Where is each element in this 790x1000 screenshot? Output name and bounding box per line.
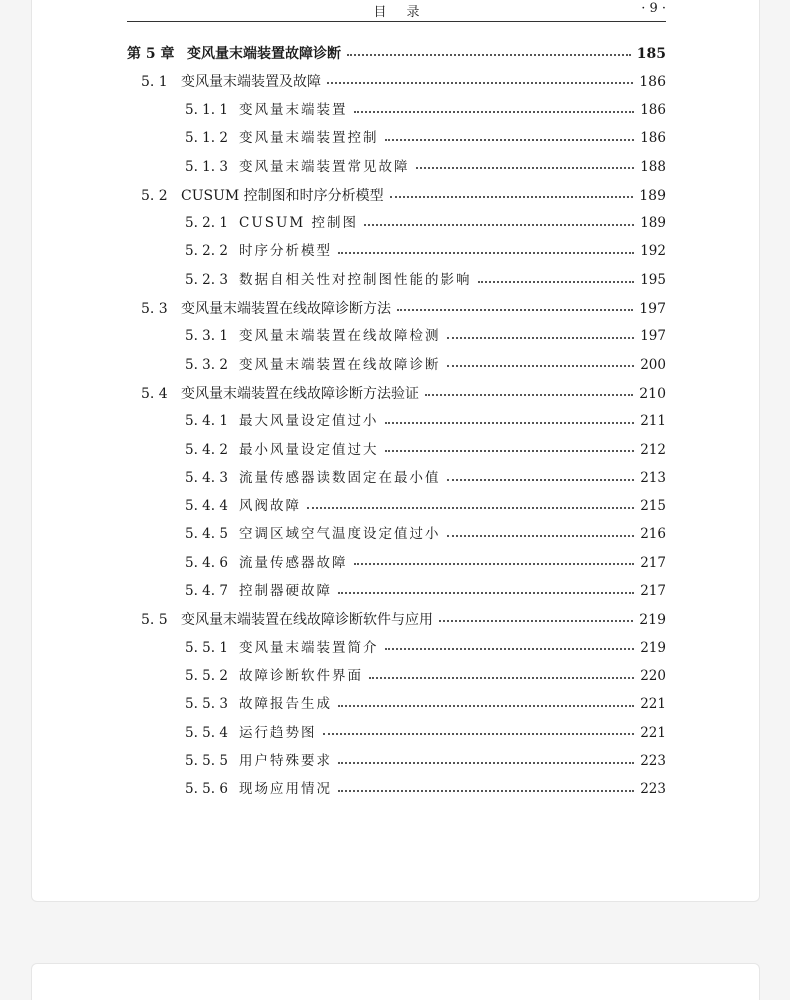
toc-entry-number: 5. 4. 4 (185, 498, 228, 515)
toc-entry-title: 变风量末端装置常见故障 (239, 158, 410, 175)
toc-entry-number: 5. 4. 2 (185, 441, 228, 458)
toc-dot-leader (425, 394, 633, 396)
toc-dot-leader (354, 563, 635, 565)
toc-entry-number: 5. 4. 1 (185, 413, 228, 430)
toc-dot-leader (390, 196, 634, 198)
toc-dot-leader (327, 82, 633, 84)
toc-subsection-entry[interactable] (127, 464, 666, 492)
toc-entry-page: 215 (640, 498, 666, 515)
toc-dot-leader (447, 365, 635, 367)
toc-subsection-entry[interactable] (127, 408, 666, 436)
toc-subsection-entry[interactable] (127, 578, 666, 606)
toc-entry-title: CUSUM 控制图和时序分析模型 (181, 187, 384, 204)
toc-dot-leader (385, 648, 635, 650)
toc-subsection-entry[interactable] (127, 323, 666, 351)
toc-entry-page: 186 (640, 101, 666, 118)
toc-dot-leader (338, 705, 634, 707)
toc-entry-title: 故障诊断软件界面 (239, 667, 363, 684)
toc-entry-title: 时序分析模型 (239, 243, 332, 260)
toc-entry-number: 5. 5. 3 (185, 696, 228, 713)
toc-dot-leader (323, 733, 635, 735)
toc-entry-title: 控制器硬故障 (239, 583, 332, 600)
toc-entry-number: 5. 1. 2 (185, 130, 228, 147)
header-page-number: · 9 · (641, 1, 666, 16)
toc-entry-page: 220 (640, 667, 666, 684)
toc-entry-title: 变风量末端装置在线故障诊断方法 (181, 300, 391, 317)
toc-entry-number: 5. 5 (141, 612, 168, 629)
toc-entry-page: 210 (639, 385, 666, 402)
toc-entry-page: 186 (639, 74, 666, 91)
toc-entry-page: 223 (640, 752, 666, 769)
toc-entry-page: 195 (640, 271, 666, 288)
document-page (31, 0, 760, 902)
toc-entry-page: 223 (640, 781, 666, 798)
toc-entry-title: 最小风量设定值过大 (239, 441, 379, 458)
toc-dot-leader (447, 479, 635, 481)
toc-entry-title: 变风量末端装置故障诊断 (187, 46, 341, 63)
toc-dot-leader (369, 677, 634, 679)
toc-entry-number: 5. 5. 6 (185, 781, 228, 798)
toc-entry-title: 数据自相关性对控制图性能的影响 (239, 271, 472, 288)
toc-subsection-entry[interactable] (127, 97, 666, 125)
toc-subsection-entry[interactable] (127, 719, 666, 747)
toc-section-entry[interactable] (127, 68, 666, 96)
toc-entry-number: 5. 5. 4 (185, 724, 228, 741)
toc-entry-page: 200 (640, 356, 666, 373)
toc-entry-page: 221 (640, 724, 666, 741)
toc-section-entry[interactable] (127, 295, 666, 323)
toc-subsection-entry[interactable] (127, 238, 666, 266)
toc-entry-title: 变风量末端装置在线故障诊断方法验证 (181, 385, 419, 402)
toc-entry-title: 最大风量设定值过小 (239, 413, 379, 430)
toc-entry-page: 186 (640, 130, 666, 147)
toc-subsection-entry[interactable] (127, 266, 666, 294)
toc-dot-leader (385, 422, 635, 424)
toc-entry-title: 变风量末端装置及故障 (181, 74, 321, 91)
toc-entry-number: 5. 4. 5 (185, 526, 228, 543)
toc-dot-leader (385, 450, 635, 452)
toc-entry-title: 变风量末端装置简介 (239, 639, 379, 656)
toc-subsection-entry[interactable] (127, 663, 666, 691)
toc-subsection-entry[interactable] (127, 153, 666, 181)
toc-subsection-entry[interactable] (127, 776, 666, 804)
toc-entry-page: 213 (640, 469, 666, 486)
toc-dot-leader (338, 252, 634, 254)
toc-entry-number: 5. 3. 1 (185, 328, 228, 345)
toc-entry-title: 空调区域空气温度设定值过小 (239, 526, 441, 543)
toc-entry-title: 变风量末端装置在线故障诊断软件与应用 (181, 612, 433, 629)
toc-dot-leader (385, 139, 635, 141)
toc-entry-title: 故障报告生成 (239, 696, 332, 713)
toc-entry-page: 211 (640, 413, 666, 430)
header-title: 目录 (373, 5, 440, 20)
toc-subsection-entry[interactable] (127, 521, 666, 549)
toc-entry-page: 212 (640, 441, 666, 458)
toc-entry-title: 风阀故障 (239, 498, 301, 515)
toc-entry-number: 5. 4. 7 (185, 583, 228, 600)
toc-entry-number: 5. 5. 2 (185, 667, 228, 684)
toc-subsection-entry[interactable] (127, 549, 666, 577)
toc-entry-number: 5. 5. 5 (185, 752, 228, 769)
toc-dot-leader (478, 281, 635, 283)
toc-entry-page: 217 (640, 583, 666, 600)
toc-entry-number: 5. 4. 6 (185, 554, 228, 571)
toc-entry-page: 189 (639, 187, 666, 204)
toc-subsection-entry[interactable] (127, 691, 666, 719)
toc-dot-leader (307, 507, 634, 509)
toc-entry-page: 217 (640, 554, 666, 571)
toc-entry-number: 5. 4. 3 (185, 469, 228, 486)
toc-dot-leader (338, 790, 634, 792)
toc-entry-number: 5. 5. 1 (185, 639, 228, 656)
toc-section-entry[interactable] (127, 380, 666, 408)
toc-subsection-entry[interactable] (127, 351, 666, 379)
toc-dot-leader (447, 337, 635, 339)
toc-entry-number: 5. 2. 2 (185, 243, 228, 260)
toc-entry-title: 变风量末端装置控制 (239, 130, 379, 147)
toc-subsection-entry[interactable] (127, 125, 666, 153)
toc-entry-number: 5. 1 (141, 74, 168, 91)
toc-entry-page: 188 (640, 158, 666, 175)
toc-dot-leader (416, 167, 635, 169)
toc-subsection-entry[interactable] (127, 493, 666, 521)
toc-entry-number: 5. 3. 2 (185, 356, 228, 373)
table-of-contents (127, 40, 666, 804)
running-header (127, 0, 666, 22)
toc-entry-title: 流量传感器读数固定在最小值 (239, 469, 441, 486)
toc-dot-leader (354, 111, 635, 113)
toc-entry-title: 用户特殊要求 (239, 752, 332, 769)
toc-dot-leader (338, 592, 634, 594)
toc-entry-page: 221 (640, 696, 666, 713)
toc-entry-number: 5. 2 (141, 187, 168, 204)
toc-subsection-entry[interactable] (127, 210, 666, 238)
toc-subsection-entry[interactable] (127, 634, 666, 662)
toc-dot-leader (447, 535, 635, 537)
toc-dot-leader (397, 309, 633, 311)
toc-entry-number: 5. 1. 3 (185, 158, 228, 175)
toc-entry-number: 5. 4 (141, 385, 168, 402)
toc-subsection-entry[interactable] (127, 436, 666, 464)
toc-entry-title: 现场应用情况 (239, 781, 332, 798)
toc-dot-leader (364, 224, 634, 226)
toc-section-entry[interactable] (127, 181, 666, 209)
toc-dot-leader (347, 54, 631, 56)
toc-entry-title: CUSUM 控制图 (239, 215, 358, 232)
toc-entry-number: 5. 2. 1 (185, 215, 228, 232)
toc-subsection-entry[interactable] (127, 747, 666, 775)
toc-entry-page: 219 (640, 639, 666, 656)
toc-entry-number: 第 5 章 (127, 46, 175, 63)
toc-entry-page: 197 (639, 300, 666, 317)
toc-entry-number: 5. 1. 1 (185, 101, 228, 118)
toc-entry-title: 变风量末端装置 (239, 101, 348, 118)
toc-dot-leader (439, 620, 633, 622)
toc-entry-title: 变风量末端装置在线故障诊断 (239, 356, 441, 373)
toc-entry-title: 流量传感器故障 (239, 554, 348, 571)
toc-section-entry[interactable] (127, 606, 666, 634)
toc-entry-page: 192 (640, 243, 666, 260)
toc-chapter-entry[interactable] (127, 40, 666, 68)
toc-dot-leader (338, 762, 634, 764)
toc-entry-title: 变风量末端装置在线故障检测 (239, 328, 441, 345)
toc-entry-page: 189 (640, 215, 666, 232)
next-document-page (31, 963, 760, 1000)
toc-entry-title: 运行趋势图 (239, 724, 317, 741)
toc-entry-page: 185 (636, 46, 666, 63)
toc-entry-page: 219 (639, 612, 666, 629)
toc-entry-page: 216 (640, 526, 666, 543)
toc-entry-number: 5. 3 (141, 300, 168, 317)
toc-entry-number: 5. 2. 3 (185, 271, 228, 288)
toc-entry-page: 197 (640, 328, 666, 345)
